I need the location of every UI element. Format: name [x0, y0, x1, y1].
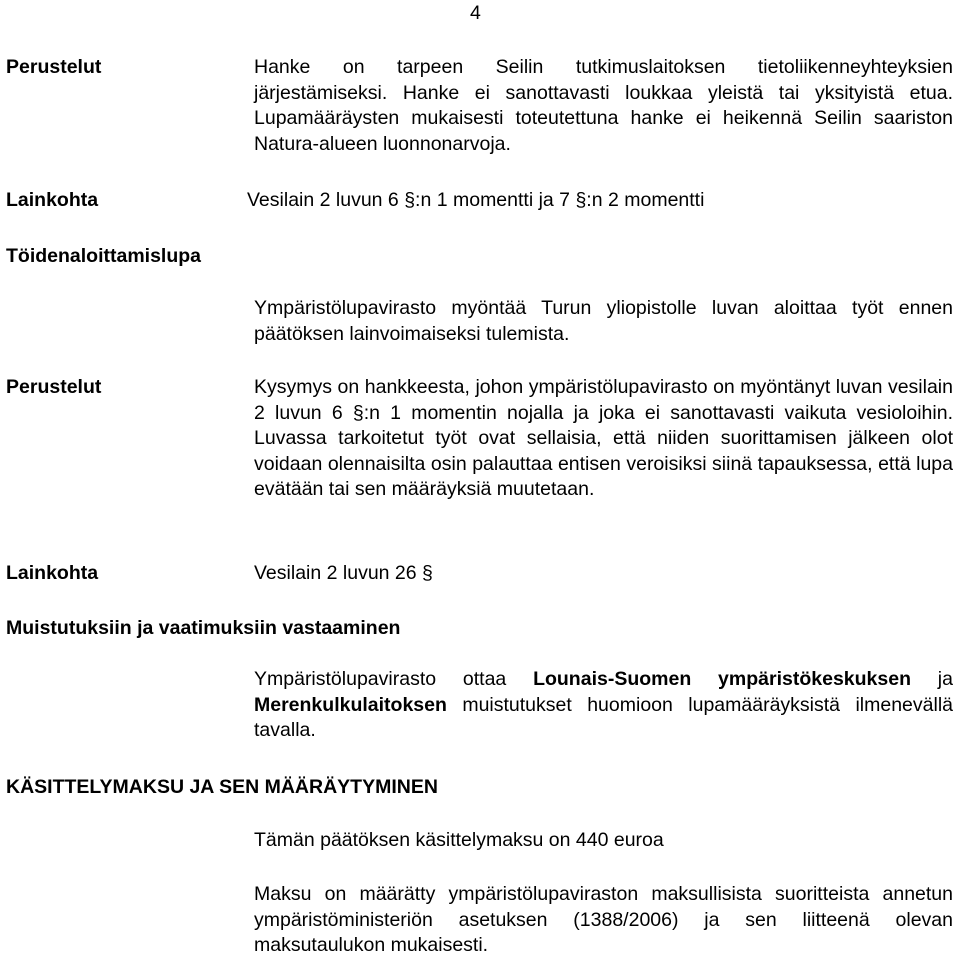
- text-segment: ja: [911, 668, 953, 690]
- label-perustelut-1: Perustelut: [6, 56, 102, 78]
- paragraph-lainkohta-1: Vesilain 2 luvun 6 §:n 1 momentti ja 7 §:n 2 momentti: [247, 189, 705, 211]
- text-segment: muistutukset huomioon lupamääräyksistä ilmenevällä tavalla.: [254, 693, 953, 742]
- bold-merenkulkulaitoksen: Merenkulkulaitoksen: [254, 693, 447, 716]
- paragraph-kasittelymaksu: Tämän päätöksen käsittelymaksu on 440 euroa: [254, 829, 664, 851]
- paragraph-perustelut-1: Hanke on tarpeen Seilin tutkimuslaitoksen tietoliikenneyhteyksien järjestämiseksi. Hanke ei sanottavasti loukkaa yleistä tai yksityistä etua. Lupamääräysten mukaisesti toteutettuna hanke ei heikennä Seilin saariston Natura-alueen luonnonarvoja.: [254, 56, 953, 155]
- label-perustelut-2: Perustelut: [6, 376, 102, 398]
- text-segment: Ympäristölupavirasto ottaa: [254, 668, 534, 690]
- paragraph-maksu: Maksu on määrätty ympäristölupaviraston maksullisista suoritteista annetun ympäristöministeriön asetuksen (1388/2006) ja sen liitteenä olevan maksutaulukon mukaisesti.: [254, 883, 953, 957]
- label-lainkohta-1: Lainkohta: [6, 189, 99, 211]
- heading-kasittelymaksu: KÄSITTELYMAKSU JA SEN MÄÄRÄYTYMINEN: [6, 776, 438, 798]
- paragraph-muistutuksiin: [254, 667, 953, 744]
- bold-lounais-suomen: Lounais-Suomen ympäristökeskuksen: [533, 668, 911, 690]
- paragraph-lainkohta-2: Vesilain 2 luvun 26 §: [254, 562, 433, 584]
- heading-muistutuksiin: Muistutuksiin ja vaatimuksiin vastaaminen: [6, 617, 401, 639]
- paragraph-toidenaloittamislupa: Ympäristölupavirasto myöntää Turun yliopistolle luvan aloittaa työt ennen päätöksen lainvoimaiseksi tulemista.: [254, 297, 953, 345]
- page-number: 4: [470, 2, 481, 24]
- heading-toidenaloittamislupa: Töidenaloittamislupa: [6, 245, 202, 267]
- label-lainkohta-2: Lainkohta: [6, 562, 99, 584]
- paragraph-perustelut-2: Kysymys on hankkeesta, johon ympäristölupavirasto on myöntänyt luvan vesilain 2 luvun 6 §:n 1 momentin nojalla ja joka ei sanottavasti vaikuta vesioloihin. Luvassa tarkoitetut työt ovat sellaisia, että niiden suorittamisen jälkeen olot voidaan olennaisilta osin palauttaa entisen veroisiksi siinä tapauksessa, että lupa evätään tai sen määräyksiä muutetaan.: [254, 376, 953, 501]
